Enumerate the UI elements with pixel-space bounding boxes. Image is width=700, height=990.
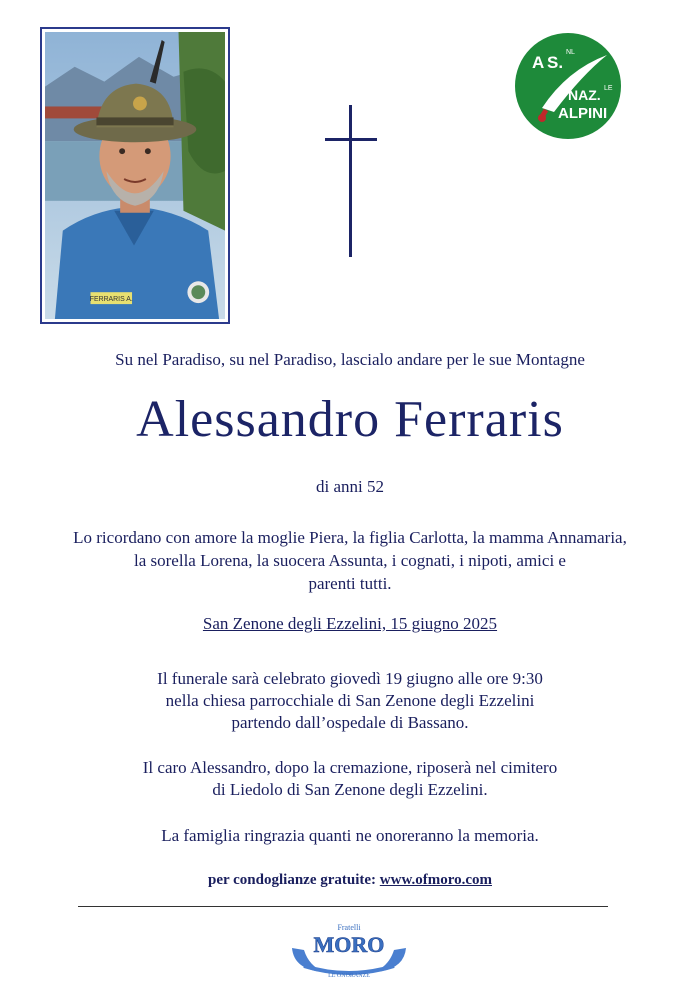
age: di anni 52 [316, 477, 384, 496]
portrait-image [45, 32, 225, 319]
funeral-info [0, 668, 700, 734]
remembrance-line: parenti tutti. [308, 574, 392, 593]
cremation-line: di Liedolo di San Zenone degli Ezzelini. [212, 780, 488, 799]
remembrance-line: la sorella Lorena, la suocera Assunta, i cognati, i nipoti, amici e [134, 551, 566, 570]
logo-text-nl: NL [566, 49, 575, 56]
moro-logo [284, 920, 414, 980]
remembrance-line: Lo ricordano con amore la moglie Piera, la figlia Carlotta, la mamma Annamaria, [73, 528, 627, 547]
condolences [0, 872, 700, 889]
moro-bottom-text: LE ONORANZE [328, 973, 370, 979]
logo-text-a: A [532, 53, 545, 72]
condolences-label: per condoglianze gratuite: [208, 872, 377, 888]
moro-top-text: Fratelli [337, 923, 361, 932]
place-date [0, 614, 700, 634]
deceased-name: Alessandro Ferraris [136, 391, 564, 448]
funeral-line: partendo dall’ospedale di Bassano. [231, 713, 469, 732]
cremation-info [0, 757, 700, 801]
logo-text-naz: NAZ. [568, 87, 601, 103]
logo-text-le: LE [604, 85, 613, 92]
funeral-line: Il funerale sarà celebrato giovedì 19 giugno alle ore 9:30 [157, 669, 543, 688]
cremation-line: Il caro Alessandro, dopo la cremazione, riposerà nel cimitero [142, 758, 558, 777]
remembrance-text [0, 526, 700, 595]
divider [78, 906, 608, 907]
portrait-photo [40, 27, 230, 324]
ana-alpini-logo [512, 30, 624, 142]
name-badge: FERRARIS A. [89, 296, 133, 304]
funeral-line: nella chiesa parrocchiale di San Zenone degli Ezzelini [165, 691, 535, 710]
thanks-text: La famiglia ringrazia quanti ne onoreranno la memoria. [161, 826, 539, 845]
place-date-text: San Zenone degli Ezzelini, 15 giugno 2025 [202, 614, 498, 633]
logo-text-s: S. [547, 53, 564, 72]
motto: Su nel Paradiso, su nel Paradiso, lascialo andare per le sue Montagne [115, 350, 585, 369]
logo-text-alpini: ALPINI [558, 105, 608, 122]
condolences-link[interactable]: www.ofmoro.com [379, 872, 492, 888]
moro-name-text: MORO [313, 932, 385, 957]
cross-icon [325, 105, 377, 257]
